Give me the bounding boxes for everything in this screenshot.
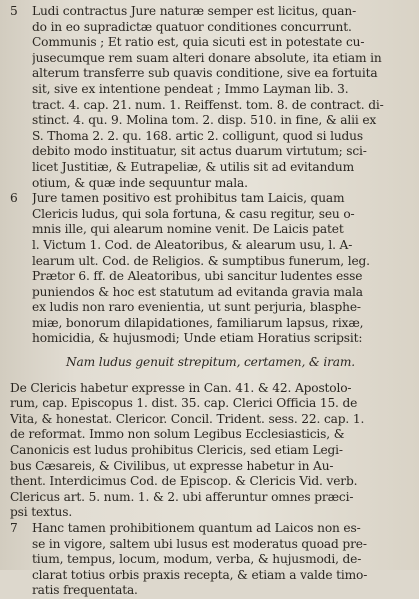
text-line: debito modo instituatur, sit actus duarum virtutum; sci-	[32, 144, 367, 159]
text-line: se in vigore, saltem ubi lusus est moderatus quoad pre-	[32, 536, 367, 551]
text-line: psi textus.	[10, 505, 73, 520]
text-line: tract. 4. cap. 21. num. 1. Reiffenst. tom. 8. de contract. di-	[32, 97, 384, 112]
text-line: licet Justitiæ, & Eutrapeliæ, & utilis sit ad evitandum	[32, 159, 354, 174]
paragraph-number: 7	[10, 521, 18, 535]
text-line: Jure tamen positivo est prohibitus tam Laicis, quam	[32, 191, 345, 206]
text-line: rum, cap. Episcopus 1. dist. 35. cap. Clerici Officia 15. de	[10, 396, 358, 411]
text-line: jusecumque rem suam alteri donare absolute, ita etiam in	[32, 50, 382, 65]
text-line: clarat totius orbis praxis recepta, & etiam a valde timo-	[32, 567, 368, 582]
text-line: Communis ; Et ratio est, quia sicuti est in potestate cu-	[32, 35, 365, 50]
text-line: puniendos & hoc est statutum ad evitanda gravia mala	[32, 284, 363, 299]
text-line: do in eo supradictæ quatuor conditiones concurrunt.	[32, 19, 352, 34]
text-line: S. Thoma 2. 2. qu. 168. artic 2. colligunt, quod si ludus	[32, 128, 363, 143]
text-line: Canonicis est ludus prohibitus Clericis, sed etiam Legi-	[10, 443, 343, 458]
paragraph-number: 6	[10, 191, 18, 206]
text-line: Ludi contractus Jure naturæ semper est licitus, quan-	[32, 4, 357, 18]
text-line: Vita, & honestat. Clericor. Concil. Trident. sess. 22. cap. 1.	[10, 411, 365, 426]
paragraph-6	[10, 191, 411, 347]
text-line: otium, & quæ inde sequuntur mala.	[32, 175, 248, 190]
paragraph-6-continuation	[10, 381, 411, 521]
text-line: ex ludis non raro evenientia, ut sunt perjuria, blasphe-	[32, 300, 361, 315]
text-line: Clericus art. 5. num. 1. & 2. ubi afferuntur omnes præci-	[10, 489, 354, 504]
text-line: mnis ille, qui alearum nomine venit. De Laicis patet	[32, 222, 344, 237]
text-line: alterum transferre sub quavis conditione, sive ea fortuita	[32, 66, 378, 81]
text-line: Prætor 6. ff. de Aleatoribus, ubi sancitur ludentes esse	[32, 269, 363, 284]
text-line: Clericis ludus, qui sola fortuna, & casu regitur, seu o-	[32, 206, 355, 221]
text-line: thent. Interdicimus Cod. de Episcop. & Clericis Vid. verb.	[10, 474, 358, 489]
text-line: learum ult. Cod. de Religios. & sumptibus funerum, leg.	[32, 253, 370, 268]
text-line: Hanc tamen prohibitionem quantum ad Laicos non es-	[32, 521, 361, 535]
text-line: ratis frequentata.	[32, 583, 138, 598]
paragraph-5	[10, 4, 411, 191]
text-line: stinct. 4. qu. 9. Molina tom. 2. disp. 510. in fine, & alii ex	[32, 113, 377, 128]
text-line: miæ, bonorum dilapidationes, familiarum lapsus, rixæ,	[32, 315, 364, 330]
text-line: l. Victum 1. Cod. de Aleatoribus, & alearum usu, l. A-	[32, 237, 353, 252]
text-line: homicidia, & hujusmodi; Unde etiam Horatius scripsit:	[32, 331, 363, 346]
text-line: De Clericis habetur expresse in Can. 41. & 42. Apostolo-	[10, 380, 352, 395]
text-line: tium, tempus, locum, modum, verba, & hujusmodi, de-	[32, 552, 362, 567]
text-line: bus Cæsareis, & Civilibus, ut expresse habetur in Au-	[10, 458, 334, 473]
text-line: de reformat. Immo non solum Legibus Ecclesiasticis, &	[10, 427, 345, 442]
horace-quotation: Nam ludus genuit strepitum, certamen, & iram.	[66, 355, 355, 370]
text-line: sit, sive ex intentione pendeat ; Immo Layman lib. 3.	[32, 81, 349, 96]
paragraph-7	[10, 521, 411, 599]
paragraph-number: 5	[10, 4, 18, 18]
